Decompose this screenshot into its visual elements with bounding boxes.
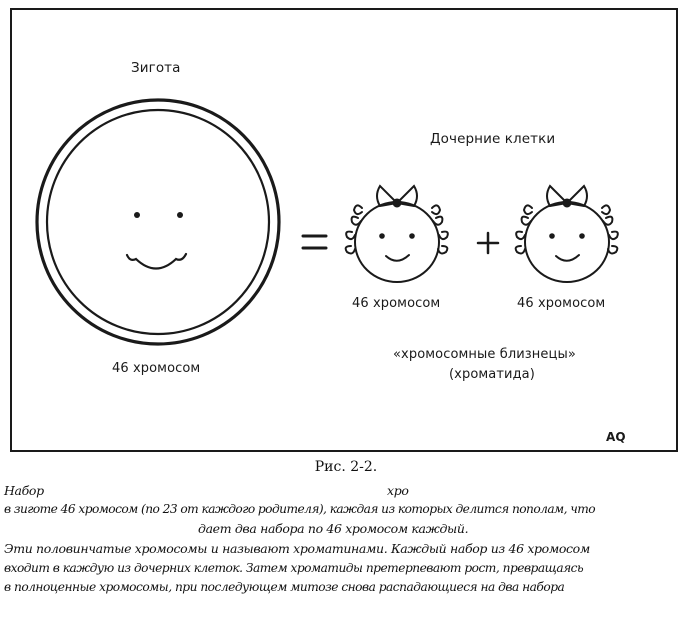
figure-caption: Рис. 2-2.: [314, 459, 378, 475]
daughter-left-chromosome-count: 46 хромосом: [352, 296, 441, 311]
text-line-1-right: хро: [387, 483, 409, 498]
daughter-cell-right: [516, 186, 618, 282]
artist-signature: AQ: [606, 430, 626, 444]
chromosome-twins-label: «хромосомные близнецы»: [393, 347, 576, 362]
equals-sign-drawing: [303, 236, 326, 248]
chromatid-label: (хроматида): [449, 367, 535, 382]
text-line-6: в полноценные хромосомы, при последующем митозе снова распадающиеся на два набора: [4, 580, 565, 594]
zygote-chromosome-count: 46 хромосом: [112, 361, 201, 376]
daughter-cells-label: Дочерние клетки: [430, 131, 556, 147]
plus-sign-drawing: [478, 233, 498, 253]
daughter-cell-left: [346, 186, 448, 282]
zygote-cell: [37, 100, 279, 344]
zygote-face: [127, 212, 186, 269]
text-line-5: входит в каждую из дочерних клеток. Затем хроматиды претерпевают рост, превращаясь: [4, 561, 584, 575]
text-line-2: в зиготе 46 хромосом (по 23 от каждого родителя), каждая из которых делится пополам, что: [4, 502, 596, 516]
text-line-1-left: Набор: [4, 483, 44, 498]
zygote-label: Зигота: [131, 60, 181, 76]
daughter-right-chromosome-count: 46 хромосом: [517, 296, 606, 311]
text-line-3: дает два набора по 46 хромосом каждый.: [198, 521, 469, 536]
text-line-4: Эти половинчатые хромосомы и называют хроматинами. Каждый набор из 46 хромосом: [4, 541, 590, 556]
